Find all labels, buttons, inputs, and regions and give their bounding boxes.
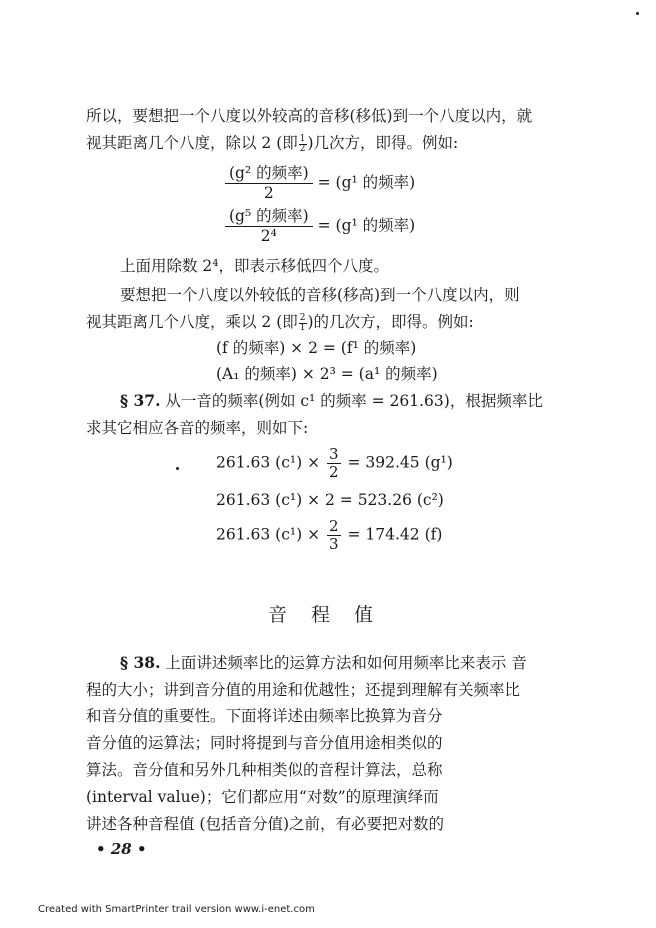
equation-4: (A₁ 的频率) × 2³ = (a¹ 的频率) bbox=[216, 365, 438, 383]
para1-frac-num: 1 bbox=[299, 133, 306, 144]
sec38-line7: 讲述各种音程值 (包括音分值)之前，有必要把对数的 bbox=[86, 815, 445, 833]
sec37-line1 bbox=[120, 391, 543, 411]
calc3-fraction bbox=[327, 518, 341, 553]
calc1-post: = 392.45 (g¹) bbox=[347, 453, 453, 472]
para3-frac-num: 2 bbox=[299, 312, 306, 323]
equation-3: (f 的频率) × 2 = (f¹ 的频率) bbox=[216, 339, 417, 357]
equation-1 bbox=[225, 164, 415, 203]
sec37-label: § 37. bbox=[120, 391, 161, 410]
footer-watermark: Created with SmartPrinter trail version www.i-enet.com bbox=[38, 904, 315, 915]
calc1-den: 2 bbox=[329, 463, 339, 481]
sec38-line1-text: 上面讲述频率比的运算方法和如何用频率比来表示 音 bbox=[160, 654, 527, 672]
sec37-line2: 求其它相应各音的频率，则如下: bbox=[86, 419, 309, 437]
sec38-line5: 算法。音分值和另外几种相类似的音程计算法，总称 bbox=[86, 761, 443, 779]
page-number-dot-left: • bbox=[96, 840, 106, 858]
calc-2: 261.63 (c¹) × 2 = 523.26 (c²) bbox=[216, 491, 444, 509]
corner-speck bbox=[636, 12, 639, 15]
eq1-numerator: (g² 的频率) bbox=[225, 164, 313, 184]
calc1-pre: 261.63 (c¹) × bbox=[216, 453, 321, 472]
para3-line2 bbox=[86, 312, 474, 333]
para2-line: 上面用除数 2⁴，即表示移低四个八度。 bbox=[120, 257, 390, 275]
para1-line2-post: )几次方，即得。例如: bbox=[307, 134, 459, 152]
eq2-denominator: 2⁴ bbox=[260, 227, 277, 245]
eq2-fraction bbox=[225, 207, 313, 246]
eq1-rhs: = (g¹ 的频率) bbox=[317, 173, 416, 192]
calc3-pre: 261.63 (c¹) × bbox=[216, 525, 321, 544]
eq1-denominator: 2 bbox=[263, 184, 274, 202]
calc1-num: 3 bbox=[329, 445, 339, 463]
equation-2 bbox=[225, 207, 415, 246]
calc1-fraction bbox=[327, 446, 341, 481]
para1-line1: 所以，要想把一个八度以外较高的音移(移低)到一个八度以内，就 bbox=[86, 107, 533, 125]
sec38-line4: 音分值的运算法；同时将提到与音分值用途相类似的 bbox=[86, 734, 443, 752]
sec38-label: § 38. bbox=[120, 653, 161, 672]
page-number-dot-right: • bbox=[136, 840, 147, 858]
para3-line2-post: )的几次方，即得。例如: bbox=[307, 313, 474, 331]
para1-line2-pre: 视其距离几个八度，除以 2 (即 bbox=[86, 134, 298, 152]
eq2-rhs: = (g¹ 的频率) bbox=[317, 216, 416, 235]
sec38-line3: 和音分值的重要性。下面将详述由频率比换算为音分 bbox=[86, 707, 443, 725]
calc-3 bbox=[216, 518, 442, 553]
para1-inline-fraction bbox=[299, 135, 307, 154]
sec38-line6: (interval value)；它们都应用“对数”的原理演绎而 bbox=[86, 788, 439, 806]
calc3-post: = 174.42 (f) bbox=[347, 525, 443, 544]
sec38-line1 bbox=[120, 653, 527, 673]
page-number bbox=[96, 840, 147, 858]
calc3-num: 2 bbox=[329, 517, 339, 535]
sec38-line2: 程的大小；讲到音分值的用途和优越性；还提到理解有关频率比 bbox=[86, 681, 521, 699]
stray-dot bbox=[176, 467, 179, 470]
eq1-fraction bbox=[225, 164, 313, 203]
para1-line2 bbox=[86, 133, 458, 154]
para1-frac-den: 2 bbox=[299, 143, 306, 154]
para3-line1: 要想把一个八度以外较低的音移(移高)到一个八度以内，则 bbox=[120, 286, 520, 304]
para3-line2-pre: 视其距离几个八度，乘以 2 (即 bbox=[86, 313, 298, 331]
calc-1 bbox=[216, 446, 453, 481]
section-heading: 音程值 bbox=[268, 604, 398, 626]
calc3-den: 3 bbox=[329, 535, 339, 553]
para3-inline-fraction bbox=[299, 314, 307, 333]
para3-frac-den: 1 bbox=[299, 322, 306, 333]
eq2-numerator: (g⁵ 的频率) bbox=[225, 207, 313, 227]
sec37-line1-text: 从一音的频率(例如 c¹ 的频率 = 261.63)，根据频率比 bbox=[160, 392, 543, 410]
page-number-value: 28 bbox=[110, 840, 132, 858]
